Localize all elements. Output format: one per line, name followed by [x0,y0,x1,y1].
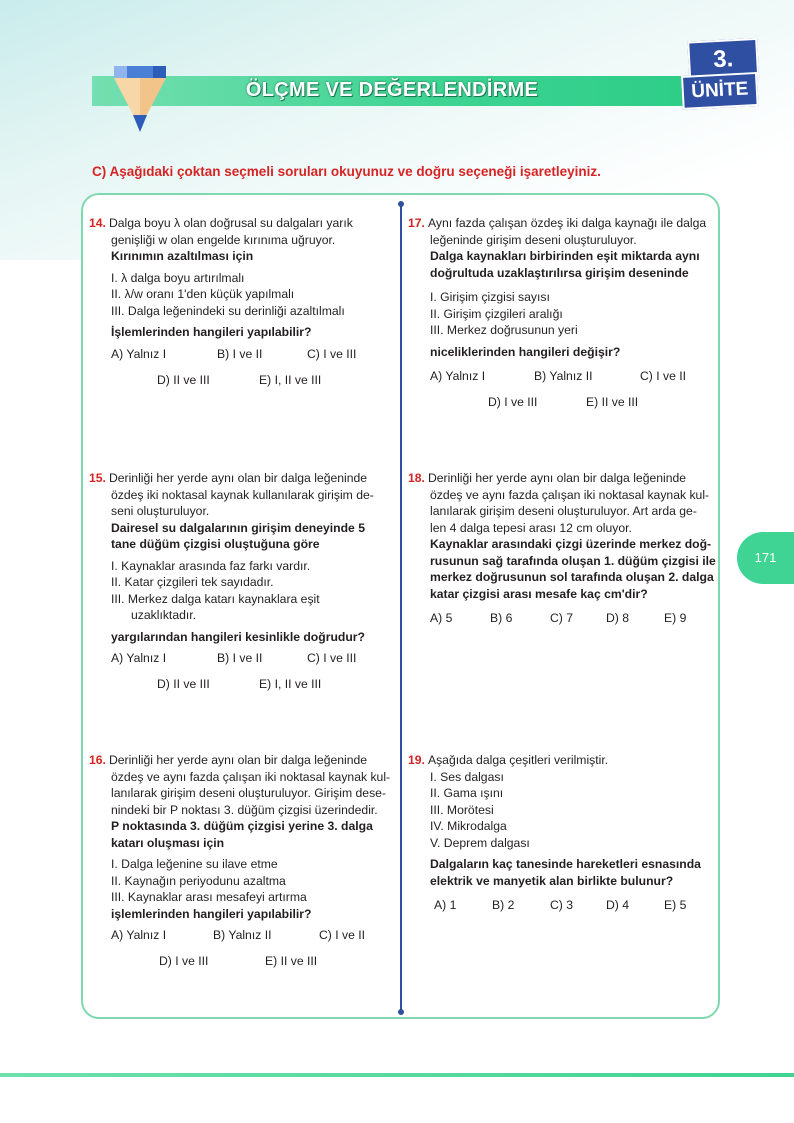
answer-option-b[interactable]: B) I ve II [217,651,263,665]
question-text: Aynı fazda çalışan özdeş iki dalga kaynağı ile dalga [427,216,707,230]
question-text: Aşağıda dalga çeşitleri verilmiştir. [427,753,609,767]
statement-item: uzaklıktadır. [131,608,197,622]
page-number-tab [737,532,794,584]
answer-option-c[interactable]: C) I ve II [640,369,687,383]
statement-item: I. Dalga leğenine su ilave etme [111,857,278,871]
answer-option-e[interactable]: E) 5 [664,898,687,912]
question-text: Derinliği her yerde aynı olan bir dalga leğeninde [108,753,368,767]
statement-item: I. λ dalga boyu artırılmalı [111,270,245,285]
footer-line [0,1073,794,1077]
unit-label: ÜNİTE [681,72,759,110]
question-ask: işlemlerinden hangileri yapılabilir? [111,906,312,921]
answer-option-c[interactable]: C) I ve II [319,928,366,942]
question-number: 19. [408,753,425,767]
section-instruction: C) Aşağıdaki çoktan seçmeli soruları okuyunuz ve doğru seçeneği işaretleyiniz. [92,164,601,179]
answer-option-e[interactable]: E) I, II ve III [259,372,322,387]
answer-option-b[interactable]: B) 2 [492,898,515,912]
answer-option-d[interactable]: D) I ve III [159,954,209,968]
answer-option-a[interactable]: A) Yalnız I [430,369,486,383]
question-text: Derinliği her yerde aynı olan bir dalga leğeninde [108,471,368,485]
question-stem: Kırınımın azaltılması için [111,249,254,263]
header-banner [92,76,692,106]
answer-option-b[interactable]: B) I ve II [217,346,263,361]
question-14 [89,215,394,390]
divider-dot-bottom [398,1009,404,1015]
question-text: özdeş ve aynı fazda çalışan iki noktasal kaynak kul- [430,487,710,502]
question-ask: İşlemlerinden hangileri yapılabilir? [111,325,312,339]
page-title: ÖLÇME VE DEĞERLENDİRME [245,79,539,101]
answer-option-c[interactable]: C) 3 [550,898,574,912]
statement-item: IV. Mikrodalga [430,819,507,833]
question-stem: merkez doğrusunun sol tarafında oluşan 2. dalga [430,570,714,584]
statement-item: V. Deprem dalgası [430,835,530,850]
question-ask: elektrik ve manyetik alan birlikte bulunur? [430,873,674,888]
answer-option-c[interactable]: C) I ve III [307,651,357,665]
answer-option-a[interactable]: A) 5 [430,611,453,625]
statement-item: II. Gama ışını [430,786,504,800]
answer-option-b[interactable]: B) Yalnız II [213,928,272,942]
question-stem: Dairesel su dalgalarının girişim deneyinde 5 [111,520,365,535]
answer-option-e[interactable]: E) II ve III [265,954,318,968]
statement-item: II. Kaynağın periyodunu azaltma [111,873,286,888]
question-text: Dalga boyu λ olan doğrusal su dalgaları yarık [108,216,353,230]
question-text: lanılarak girişim deseni oluşturuluyor. Girişim dese- [111,786,386,800]
question-text: nindeki bir P noktası 3. düğüm çizgisi üzerindedir. [111,802,378,817]
divider-dot-top [398,201,404,207]
question-stem: tane düğüm çizgisi oluştuğuna göre [111,537,320,551]
question-text: genişliği w olan engelde kırınıma uğruyor. [111,232,336,247]
answer-option-d[interactable]: D) 8 [606,611,630,625]
question-16 [89,752,394,971]
answer-option-a[interactable]: A) Yalnız I [111,346,167,361]
question-text: seni oluşturuluyor. [111,504,210,518]
question-number: 16. [89,753,106,767]
answer-option-b[interactable]: B) 6 [490,611,513,625]
question-19 [408,752,718,915]
answer-option-b[interactable]: B) Yalnız II [534,369,593,383]
statement-item: III. Morötesi [430,802,494,817]
question-stem: katarı oluşması için [111,835,225,850]
statement-item: III. Dalga leğenindeki su derinliği azaltılmalı [111,303,345,318]
answer-option-e[interactable]: E) II ve III [586,395,639,409]
question-stem: doğrultuda uzaklaştırılırsa girişim deseninde [430,265,689,280]
question-ask: yargılarından hangileri kesinlikle doğrudur? [111,629,365,644]
statement-item: II. λ/w oranı 1'den küçük yapılmalı [111,287,295,301]
pencil-icon [108,66,172,138]
answer-option-c[interactable]: C) 7 [550,611,574,625]
question-15 [89,470,394,694]
question-text: özdeş ve aynı fazda çalışan iki noktasal kaynak kul- [111,769,391,784]
statement-item: II. Girişim çizgileri aralığı [430,306,563,321]
statement-item: I. Kaynaklar arasında faz farkı vardır. [111,558,311,573]
question-text: len 4 dalga tepesi arası 12 cm oluyor. [430,520,632,535]
answer-option-d[interactable]: D) II ve III [157,372,210,387]
question-number: 17. [408,216,425,230]
question-number: 15. [89,471,106,485]
answer-option-d[interactable]: D) 4 [606,898,630,912]
question-number: 14. [89,216,106,230]
question-text: özdeş iki noktasal kaynak kullanılarak girişim de- [111,487,374,502]
question-text: lanılarak girişim deseni oluşturuluyor. Art arda ge- [430,504,697,518]
question-18 [408,470,718,628]
question-ask: Dalgaların kaç tanesinde hareketleri esnasında [430,857,701,871]
question-ask: niceliklerinden hangileri değişir? [430,344,621,359]
unit-number: 3. [687,38,759,82]
answer-option-e[interactable]: E) I, II ve III [259,677,322,691]
column-divider [400,204,402,1010]
question-stem: P noktasında 3. düğüm çizgisi yerine 3. dalga [111,819,373,833]
statement-item: I. Ses dalgası [430,769,504,784]
answer-option-c[interactable]: C) I ve III [307,346,357,361]
answer-option-a[interactable]: A) 1 [434,898,457,912]
question-stem: Dalga kaynakları birbirinden eşit miktarda aynı [430,249,700,263]
statement-item: II. Katar çizgileri tek sayıdadır. [111,575,274,589]
statement-item: I. Girişim çizgisi sayısı [430,290,550,304]
question-number: 18. [408,471,425,485]
question-ask: katar çizgisi arası mesafe kaç cm'dir? [430,586,648,601]
answer-option-d[interactable]: D) I ve III [488,395,538,409]
question-text: Derinliği her yerde aynı olan bir dalga leğeninde [427,471,687,485]
statement-item: III. Kaynaklar arası mesafeyi artırma [111,890,307,904]
statement-item: III. Merkez dalga katarı kaynaklara eşit [111,591,320,606]
answer-option-e[interactable]: E) 9 [664,611,687,625]
question-stem: rusunun sağ tarafında oluşan 1. düğüm çizgisi ile [430,553,716,568]
answer-option-d[interactable]: D) II ve III [157,677,210,691]
question-text: leğeninde girişim deseni oluşturuluyor. [430,232,637,247]
statement-item: III. Merkez doğrusunun yeri [430,323,578,337]
unit-badge [679,38,757,112]
question-stem: Kaynaklar arasındaki çizgi üzerinde merkez doğ- [430,537,712,551]
answer-option-a[interactable]: A) Yalnız I [111,651,167,665]
answer-option-a[interactable]: A) Yalnız I [111,928,167,942]
page-number: 171 [754,550,777,565]
question-17 [408,215,713,412]
